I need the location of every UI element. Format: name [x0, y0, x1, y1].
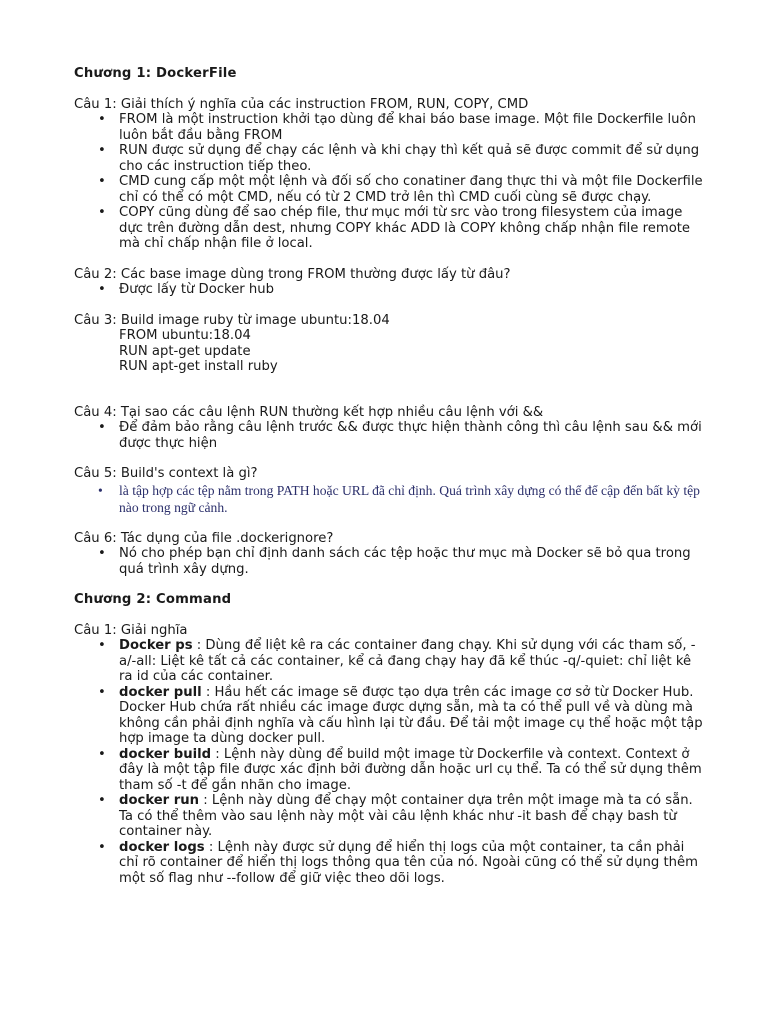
c1-q1-list — [74, 112, 704, 252]
c1-q6-question: Câu 6: Tác dụng của file .dockerignore? — [74, 530, 334, 546]
c1-q5-question: Câu 5: Build's context là gì? — [74, 466, 258, 481]
list-item: • Để đảm bảo rằng câu lệnh trước && được thực hiện thành công thì câu lệnh sau && mới được thực hiện — [74, 420, 704, 451]
c1-q2-question: Câu 2: Các base image dùng trong FROM thường được lấy từ đâu? — [74, 266, 511, 282]
command-name: docker logs — [119, 839, 205, 855]
list-item: • CMD cung cấp một một lệnh và đối số cho conatiner đang thực thi và một file Dockerfile chỉ có thể có một CMD, nếu có từ 2 CMD trở lên thì CMD cuối cùng sẽ được chạy. — [74, 174, 704, 205]
command-name: docker run — [119, 793, 200, 808]
document-page — [74, 66, 704, 886]
list-item: • Được lấy từ Docker hub — [74, 282, 704, 298]
c1-q4-list — [74, 420, 704, 451]
list-item — [74, 685, 704, 747]
c1-q1-question: Câu 1: Giải thích ý nghĩa của các instruction FROM, RUN, COPY, CMD — [74, 96, 529, 112]
list-item — [74, 747, 704, 794]
list-item: • RUN được sử dụng để chạy các lệnh và khi chạy thì kết quả sẽ được commit để sử dụng cho các instruction tiếp theo. — [74, 143, 704, 174]
command-description: : Lệnh này dùng để build một image từ Dockerfile và context. Context ở đây là một tập file được xác định bởi đường dẫn hoặc url cụ thể. Ta có thể sử dụng thêm tham số -t để gắn nhãn cho image. — [119, 746, 702, 793]
command-description: : Dùng để liệt kê ra các container đang chạy. Khi sử dụng với các tham số, -a/-all: Liệt kê tất cả các container, kể cả đang chạy hay đã kể thúc -q/-quiet: chỉ liệt kê ra id của các container. — [119, 638, 696, 684]
command-description: : Lệnh này được sử dụng để hiển thị logs của một container, ta cần phải chỉ rõ container để hiển thị logs thông qua tên của nó. Ngoài cũng có thể sử dụng thêm một số flag như --follow để giữ việc theo dõi logs. — [119, 839, 698, 886]
c1-q2-list — [74, 282, 704, 298]
command-name: docker build — [119, 746, 212, 762]
list-item: • Nó cho phép bạn chỉ định danh sách các tệp hoặc thư mục mà Docker sẽ bỏ qua trong quá trình xây dựng. — [74, 546, 704, 577]
list-item: • là tập hợp các tệp nằm trong PATH hoặc URL đã chỉ định. Quá trình xây dựng có thể để cập đến bất kỳ tệp nào trong ngữ cảnh. — [74, 482, 704, 516]
list-item — [74, 793, 704, 840]
chapter2-title: Chương 2: Command — [74, 592, 232, 607]
command-description: : Lệnh này dùng để chạy một container dựa trên một image mà ta có sẵn. Ta có thể thêm vào sau lệnh này một vài câu lệnh khác như -it bash để chạy bash từ container này. — [119, 793, 693, 839]
code-line: RUN apt-get install ruby — [119, 359, 278, 374]
list-item — [74, 840, 704, 887]
command-description: : Hầu hết các image sẽ được tạo dựa trên các image cơ sở từ Docker Hub. Docker Hub chứa rất nhiều các image được dựng sẵn, mà ta có thể pull về và dùng mà không cần phải định nghĩa và cấu hình lại từ đầu. Để tải một image cụ thể hoặc một tập hợp image ta dùng docker pull. — [119, 684, 703, 746]
c2-q1-list — [74, 638, 704, 886]
list-item: • FROM là một instruction khởi tạo dùng để khai báo base image. Một file Dockerfile luôn luôn bắt đầu bằng FROM — [74, 112, 704, 143]
command-name: docker pull — [119, 684, 202, 700]
code-line: RUN apt-get update — [119, 343, 251, 359]
c1-q4-question: Câu 4: Tại sao các câu lệnh RUN thường kết hợp nhiều câu lệnh với && — [74, 404, 544, 420]
list-item — [74, 638, 704, 685]
command-name: Docker ps — [119, 638, 193, 653]
c2-q1-question: Câu 1: Giải nghĩa — [74, 622, 188, 638]
code-line: FROM ubuntu:18.04 — [119, 328, 251, 343]
c1-q5-list — [74, 482, 704, 516]
c1-q3-question: Câu 3: Build image ruby từ image ubuntu:18.04 — [74, 312, 390, 328]
c1-q6-list — [74, 546, 704, 577]
chapter1-title: Chương 1: DockerFile — [74, 66, 237, 81]
list-item: • COPY cũng dùng để sao chép file, thư mục mới từ src vào trong filesystem của image dực trên đường dẫn dest, nhưng COPY khác ADD là COPY không chấp nhận file remote mà chỉ chấp nhận file ở local. — [74, 205, 704, 252]
